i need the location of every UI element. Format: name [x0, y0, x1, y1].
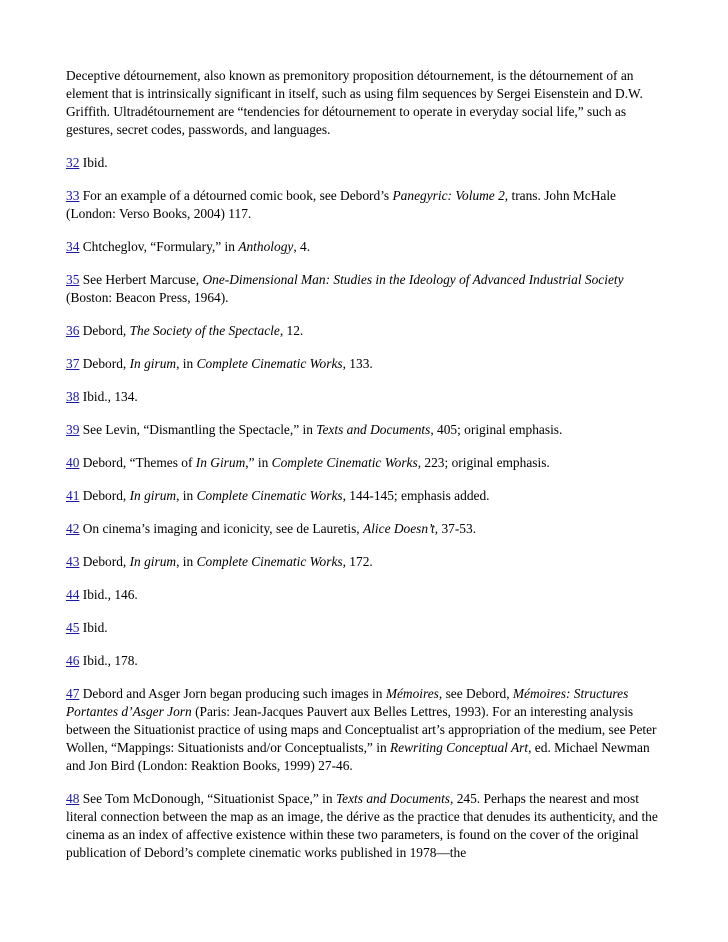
endnote-title-italic: Anthology	[238, 239, 294, 254]
endnote-34	[66, 238, 662, 256]
endnote-number-link[interactable]: 34	[66, 239, 80, 254]
endnote-number-link[interactable]: 41	[66, 488, 80, 503]
endnote-text: Ibid., 146.	[79, 587, 138, 602]
endnote-44	[66, 586, 662, 604]
endnote-number-link[interactable]: 47	[66, 686, 80, 701]
endnote-title-italic: One-Dimensional Man: Studies in the Ideology of Advanced Industrial Society	[202, 272, 624, 287]
endnote-46	[66, 652, 662, 670]
endnote-text: ,” in	[245, 455, 272, 470]
endnote-number-link[interactable]: 44	[66, 587, 80, 602]
endnote-number-link[interactable]: 42	[66, 521, 80, 536]
endnote-text: , in	[176, 488, 197, 503]
endnote-title-italic: Texts and Documents	[335, 791, 451, 806]
endnote-number-link[interactable]: 36	[66, 323, 80, 338]
endnote-48	[66, 790, 662, 862]
endnote-number-link[interactable]: 38	[66, 389, 80, 404]
endnote-title-italic: Complete Cinematic Works	[196, 356, 343, 371]
endnote-text: Debord and Asger Jorn began producing such images in	[79, 686, 386, 701]
endnote-text: Ibid.	[79, 620, 108, 635]
endnote-text: See Levin, “Dismantling the Spectacle,” in	[79, 422, 317, 437]
endnote-text: , 4.	[293, 239, 311, 254]
endnote-title-italic: Complete Cinematic Works	[271, 455, 418, 470]
endnote-text: (Boston: Beacon Press, 1964).	[66, 290, 229, 305]
intro-paragraph: Deceptive détournement, also known as premonitory proposition détournement, is the détournement of an element that is intrinsically significant in itself, such as using film sequences by Sergei Eisenstein and D.W. Griffith. Ultradétournement are “tendencies for détournement to operate in everyday social life,” such as gestures, secret codes, passwords, and languages.	[66, 68, 643, 137]
endnote-title-italic: In girum	[129, 554, 177, 569]
endnote-33	[66, 187, 662, 223]
endnote-text: Ibid.	[79, 155, 108, 170]
endnote-title-italic: Rewriting Conceptual Art	[389, 740, 529, 755]
endnote-number-link[interactable]: 43	[66, 554, 80, 569]
endnote-text: , trans. John McHale (London: Verso Books, 2004) 117.	[66, 188, 616, 221]
endnote-text: , 172.	[342, 554, 373, 569]
endnote-text: , 405; original emphasis.	[430, 422, 563, 437]
endnote-title-italic: Mémoires: Structures Portantes d’Asger Jorn	[66, 686, 629, 719]
endnote-number-link[interactable]: 39	[66, 422, 80, 437]
endnote-text: , in	[176, 356, 197, 371]
endnote-text: , in	[176, 554, 197, 569]
endnote-text: See Tom McDonough, “Situationist Space,” in	[79, 791, 336, 806]
endnote-number-link[interactable]: 45	[66, 620, 80, 635]
endnote-number-link[interactable]: 37	[66, 356, 80, 371]
endnote-title-italic: Panegyric: Volume 2	[392, 188, 505, 203]
endnote-38	[66, 388, 662, 406]
endnote-number-link[interactable]: 46	[66, 653, 80, 668]
endnote-text: Debord, “Themes of	[79, 455, 196, 470]
endnote-text: , ed. Michael Newman and Jon Bird (London: Reaktion Books, 1999) 27-46.	[66, 740, 650, 773]
endnote-text: , 223; original emphasis.	[417, 455, 550, 470]
endnote-text: (Paris: Jean-Jacques Pauvert aux Belles Lettres, 1993). For an interesting analysis between the Situationist practice of using maps and Conceptualist art’s appropriation of the medium, see Peter Wollen, “Mappings: Situationists and/or Conceptualists,” in	[66, 704, 657, 755]
endnote-47	[66, 685, 662, 775]
endnote-text: Debord,	[79, 488, 130, 503]
endnote-35	[66, 271, 662, 307]
endnote-number-link[interactable]: 35	[66, 272, 80, 287]
endnote-text: See Herbert Marcuse,	[79, 272, 203, 287]
endnote-43	[66, 553, 662, 571]
endnote-32	[66, 154, 662, 172]
endnote-number-link[interactable]: 33	[66, 188, 80, 203]
endnotes-list	[66, 154, 662, 862]
endnote-41	[66, 487, 662, 505]
endnote-title-italic: In Girum	[195, 455, 246, 470]
endnote-text: Chtcheglov, “Formulary,” in	[79, 239, 239, 254]
endnote-title-italic: Complete Cinematic Works	[196, 554, 343, 569]
endnote-text: On cinema’s imaging and iconicity, see de Lauretis,	[79, 521, 363, 536]
endnote-text: Ibid., 178.	[79, 653, 138, 668]
endnote-36	[66, 322, 662, 340]
endnote-number-link[interactable]: 40	[66, 455, 80, 470]
endnote-text: , 37-53.	[434, 521, 477, 536]
endnote-text: , 12.	[279, 323, 304, 338]
endnote-text: , 144-145; emphasis added.	[342, 488, 490, 503]
endnote-text: , 133.	[342, 356, 373, 371]
endnote-39	[66, 421, 662, 439]
endnote-number-link[interactable]: 48	[66, 791, 80, 806]
endnote-text: Debord,	[79, 356, 130, 371]
endnote-text: Ibid., 134.	[79, 389, 138, 404]
endnote-number-link[interactable]: 32	[66, 155, 80, 170]
endnote-title-italic: Alice Doesn’t	[363, 521, 435, 536]
endnote-42	[66, 520, 662, 538]
endnote-37	[66, 355, 662, 373]
endnote-45	[66, 619, 662, 637]
endnote-title-italic: In girum	[129, 356, 177, 371]
endnote-text: Debord,	[79, 323, 130, 338]
endnote-title-italic: Texts and Documents	[316, 422, 431, 437]
endnote-text: For an example of a détourned comic book, see Debord’s	[79, 188, 393, 203]
endnote-text: , see Debord,	[438, 686, 513, 701]
endnote-text: , 245. Perhaps the nearest and most literal connection between the map as an image, the dérive as the practice that denudes its authenticity, and the cinema as an index of affective existence within these two parameters, is found on the cover of the original publication of Debord’s complete cinematic works published in 1978—the	[66, 791, 658, 860]
endnote-title-italic: The Society of the Spectacle	[129, 323, 280, 338]
endnote-title-italic: In girum	[129, 488, 177, 503]
endnote-40	[66, 454, 662, 472]
endnote-title-italic: Mémoires	[385, 686, 439, 701]
endnote-title-italic: Complete Cinematic Works	[196, 488, 343, 503]
endnote-text: Debord,	[79, 554, 130, 569]
